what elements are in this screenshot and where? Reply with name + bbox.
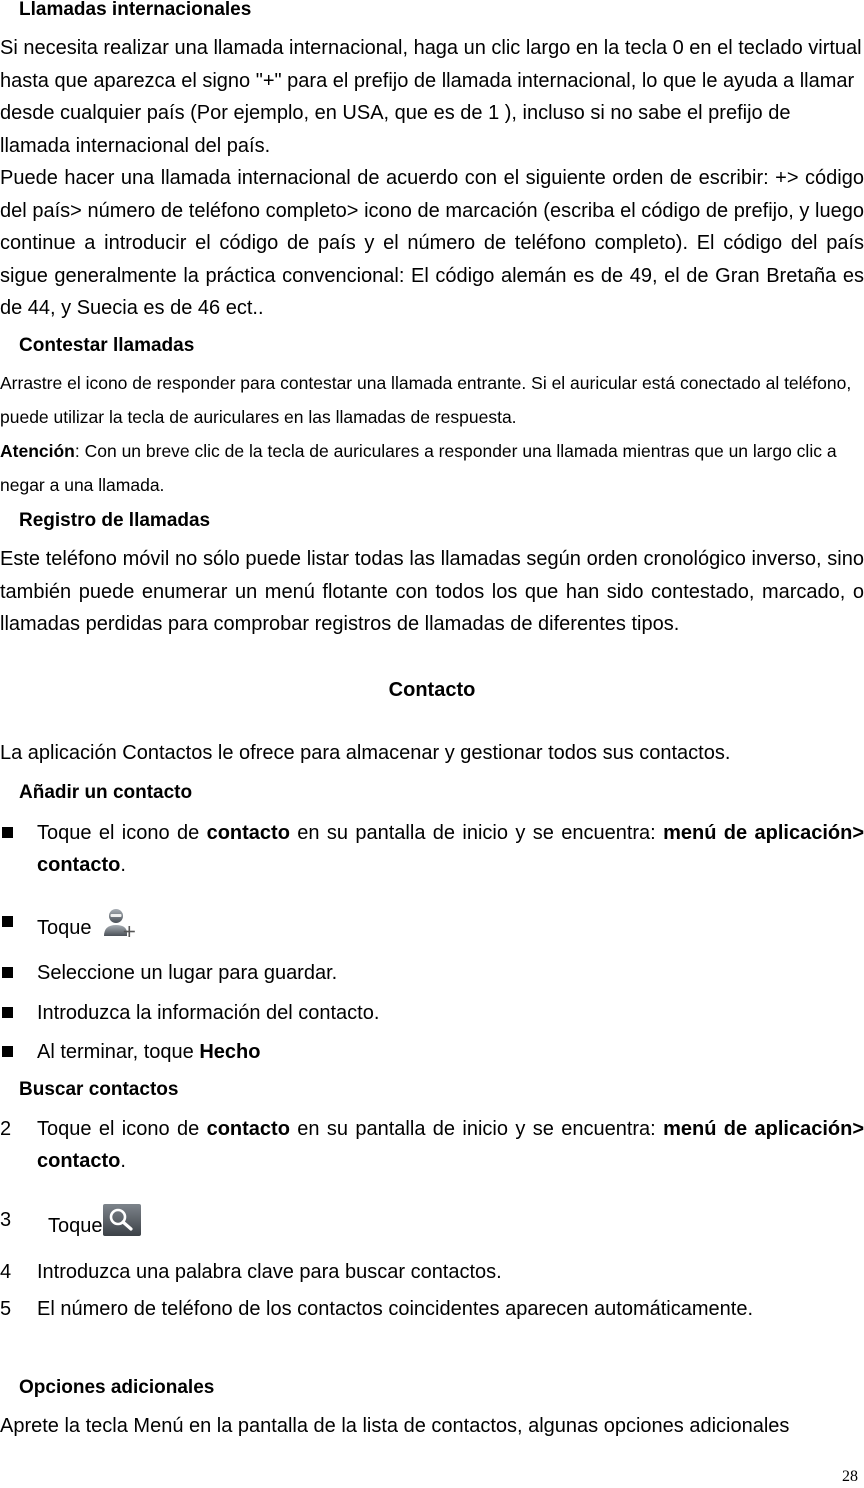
paragraph-attention	[0, 434, 864, 502]
bullet-square-icon	[2, 1046, 13, 1057]
bullet-square-icon	[2, 827, 13, 838]
list-item-text: Toque el icono de contacto en su pantalla de inicio y se encuentra: menú de aplicación> contacto.	[37, 822, 864, 876]
list-item-text: El número de teléfono de los contactos coincidentes aparecen automáticamente.	[37, 1298, 753, 1320]
paragraph-additional-options: Aprete la tecla Menú en la pantalla de la lista de contactos, algunas opciones adicionales	[0, 1415, 790, 1437]
list-item	[0, 997, 864, 1029]
list-item	[0, 1204, 864, 1242]
heading-answer-calls: Contestar llamadas	[19, 335, 195, 356]
section-title-contacts: Contacto	[388, 679, 476, 701]
list-item	[0, 957, 864, 989]
paragraph-international-2: Puede hacer una llamada internacional de acuerdo con el siguiente orden de escribir: +> código del país> número de teléfono completo> icono de marcación (escriba el código de prefijo, y luego continue a introducir el código de país y el número de teléfono completo). El código del país sigue generalmente la práctica convencional: El código alemán es de 49, el de Gran Bretaña es de 44, y Suecia es de 46 ect..	[0, 167, 864, 320]
list-item	[0, 1113, 864, 1177]
paragraph-call-log: Este teléfono móvil no sólo puede listar todas las llamadas según orden cronológico inverso, sino también puede enumerar un menú flotante con todos los que han sido contestado, marcado, o llamadas perdidas para comprobar registros de llamadas de diferentes tipos.	[0, 548, 864, 636]
list-item-text: Introduzca una palabra clave para buscar contactos.	[37, 1261, 502, 1283]
paragraph-answer-calls: Arrastre el icono de responder para contestar una llamada entrante. Si el auricular está conectado al teléfono, puede utilizar la tecla de auriculares en las llamadas de respuesta.	[0, 373, 852, 427]
bullet-square-icon	[2, 916, 13, 927]
list-item-text: Al terminar, toque Hecho	[37, 1041, 261, 1063]
heading-international-calls: Llamadas internacionales	[19, 0, 252, 20]
heading-call-log: Registro de llamadas	[19, 510, 211, 531]
list-item	[0, 817, 864, 881]
list-number: 5	[0, 1298, 12, 1320]
list-item-text: Toque el icono de contacto en su pantalla de inicio y se encuentra: menú de aplicación> contacto.	[37, 1118, 864, 1172]
list-item-text: Toque	[48, 1204, 864, 1242]
list-number: 3	[0, 1209, 12, 1231]
heading-additional-options: Opciones adicionales	[19, 1377, 215, 1398]
list-item-text: Introduzca la información del contacto.	[37, 1002, 380, 1024]
search-icon	[103, 1204, 141, 1236]
list-item-text: Toque	[37, 906, 864, 944]
paragraph-international-1: Si necesita realizar una llamada internacional, haga un clic largo en la tecla 0 en el teclado virtual hasta que aparezca el signo "+" para el prefijo de llamada internacional, lo que le ayuda a llamar desde cualquier país (Por ejemplo, en USA, que es de 1 ), incluso si no sabe el prefijo de llamada internacional del país.	[0, 37, 862, 157]
paragraph-contacts-intro: La aplicación Contactos le ofrece para almacenar y gestionar todos sus contactos.	[0, 742, 731, 764]
bullet-square-icon	[2, 967, 13, 978]
list-number: 4	[0, 1261, 12, 1283]
heading-add-contact: Añadir un contacto	[19, 782, 193, 803]
attention-text: : Con un breve clic de la tecla de auriculares a responder una llamada mientras que un largo clic a negar a una llamada.	[0, 441, 837, 495]
heading-search-contacts: Buscar contactos	[19, 1079, 179, 1100]
list-item-text: Seleccione un lugar para guardar.	[37, 962, 338, 984]
page-number: 28	[842, 1468, 858, 1485]
list-number: 2	[0, 1118, 12, 1140]
add-contact-icon	[100, 906, 136, 940]
list-item	[0, 906, 864, 944]
attention-label: Atención	[0, 441, 75, 461]
list-item	[0, 1293, 864, 1325]
list-item	[0, 1036, 864, 1068]
bullet-square-icon	[2, 1007, 13, 1018]
list-item	[0, 1256, 864, 1288]
